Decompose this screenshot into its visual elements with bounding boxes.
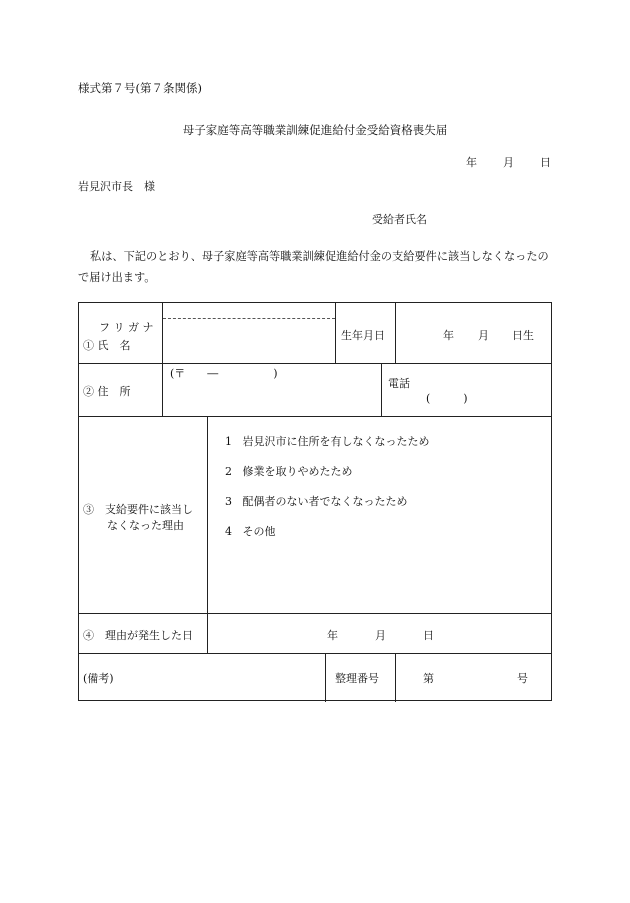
phone-area-code: ( ): [426, 392, 468, 405]
birth-month: 月: [478, 329, 489, 342]
furigana-label: フ リ ガ ナ: [99, 321, 154, 334]
option-text: 岩見沢市に住所を有しなくなったため: [242, 435, 430, 448]
option-number: 2: [225, 465, 232, 478]
furigana-input-area[interactable]: [163, 319, 335, 363]
form-table: [78, 302, 552, 701]
col-divider: [325, 653, 326, 702]
occurrence-month: 月: [375, 629, 386, 642]
option-text: 修業を取りやめたため: [242, 465, 353, 478]
occurrence-day: 日: [423, 629, 434, 642]
reason-option-4: [225, 523, 276, 539]
option-number: 4: [225, 525, 232, 538]
col-divider: [395, 653, 396, 702]
remarks-label: (備考): [83, 672, 114, 685]
name-label: ① 氏 名: [83, 339, 131, 352]
reason-option-2: [225, 463, 353, 479]
statement-text: 私は、下記のとおり、母子家庭等高等職業訓練促進給付金の支給要件に該当しなくなったので届け出ます。: [78, 250, 549, 284]
reason-option-1: [225, 433, 430, 449]
birth-year: 年: [443, 329, 454, 342]
date-month: 月: [503, 156, 514, 169]
reference-suffix: 号: [517, 672, 528, 685]
postal-code-field: (〒 ― ): [170, 367, 278, 380]
col-divider: [395, 303, 396, 363]
date-day: 日: [540, 156, 551, 169]
reason-label-line1: ③ 支給要件に該当し: [83, 503, 193, 516]
option-number: 1: [225, 435, 232, 448]
addressee: 岩見沢市長 様: [78, 180, 155, 193]
option-text: その他: [242, 525, 276, 538]
col-divider: [335, 303, 336, 363]
birth-day: 日生: [512, 329, 534, 342]
address-label: ② 住 所: [83, 385, 131, 398]
row-divider: [79, 653, 551, 654]
submission-date: [466, 154, 551, 170]
row-divider: [79, 363, 551, 364]
birthdate-label: 生年月日: [341, 329, 385, 342]
reason-option-3: [225, 493, 408, 509]
date-year: 年: [466, 156, 477, 169]
col-divider: [381, 363, 382, 416]
row-divider: [79, 416, 551, 417]
col-divider: [207, 416, 208, 653]
row-divider: [79, 613, 551, 614]
reason-label-line2: なくなった理由: [107, 519, 184, 532]
document-title: 母子家庭等高等職業訓練促進給付金受給資格喪失届: [182, 123, 448, 137]
option-text: 配偶者のない者でなくなったため: [242, 495, 408, 508]
occurrence-year: 年: [327, 629, 338, 642]
reference-prefix: 第: [423, 672, 434, 685]
recipient-name-label: 受給者氏名: [372, 213, 427, 226]
option-number: 3: [225, 495, 232, 508]
phone-label: 電話: [388, 377, 410, 390]
reference-number-label: 整理番号: [335, 672, 379, 685]
form-number: 様式第７号(第７条関係): [78, 81, 202, 95]
occurrence-date-label: ④ 理由が発生した日: [83, 629, 193, 642]
